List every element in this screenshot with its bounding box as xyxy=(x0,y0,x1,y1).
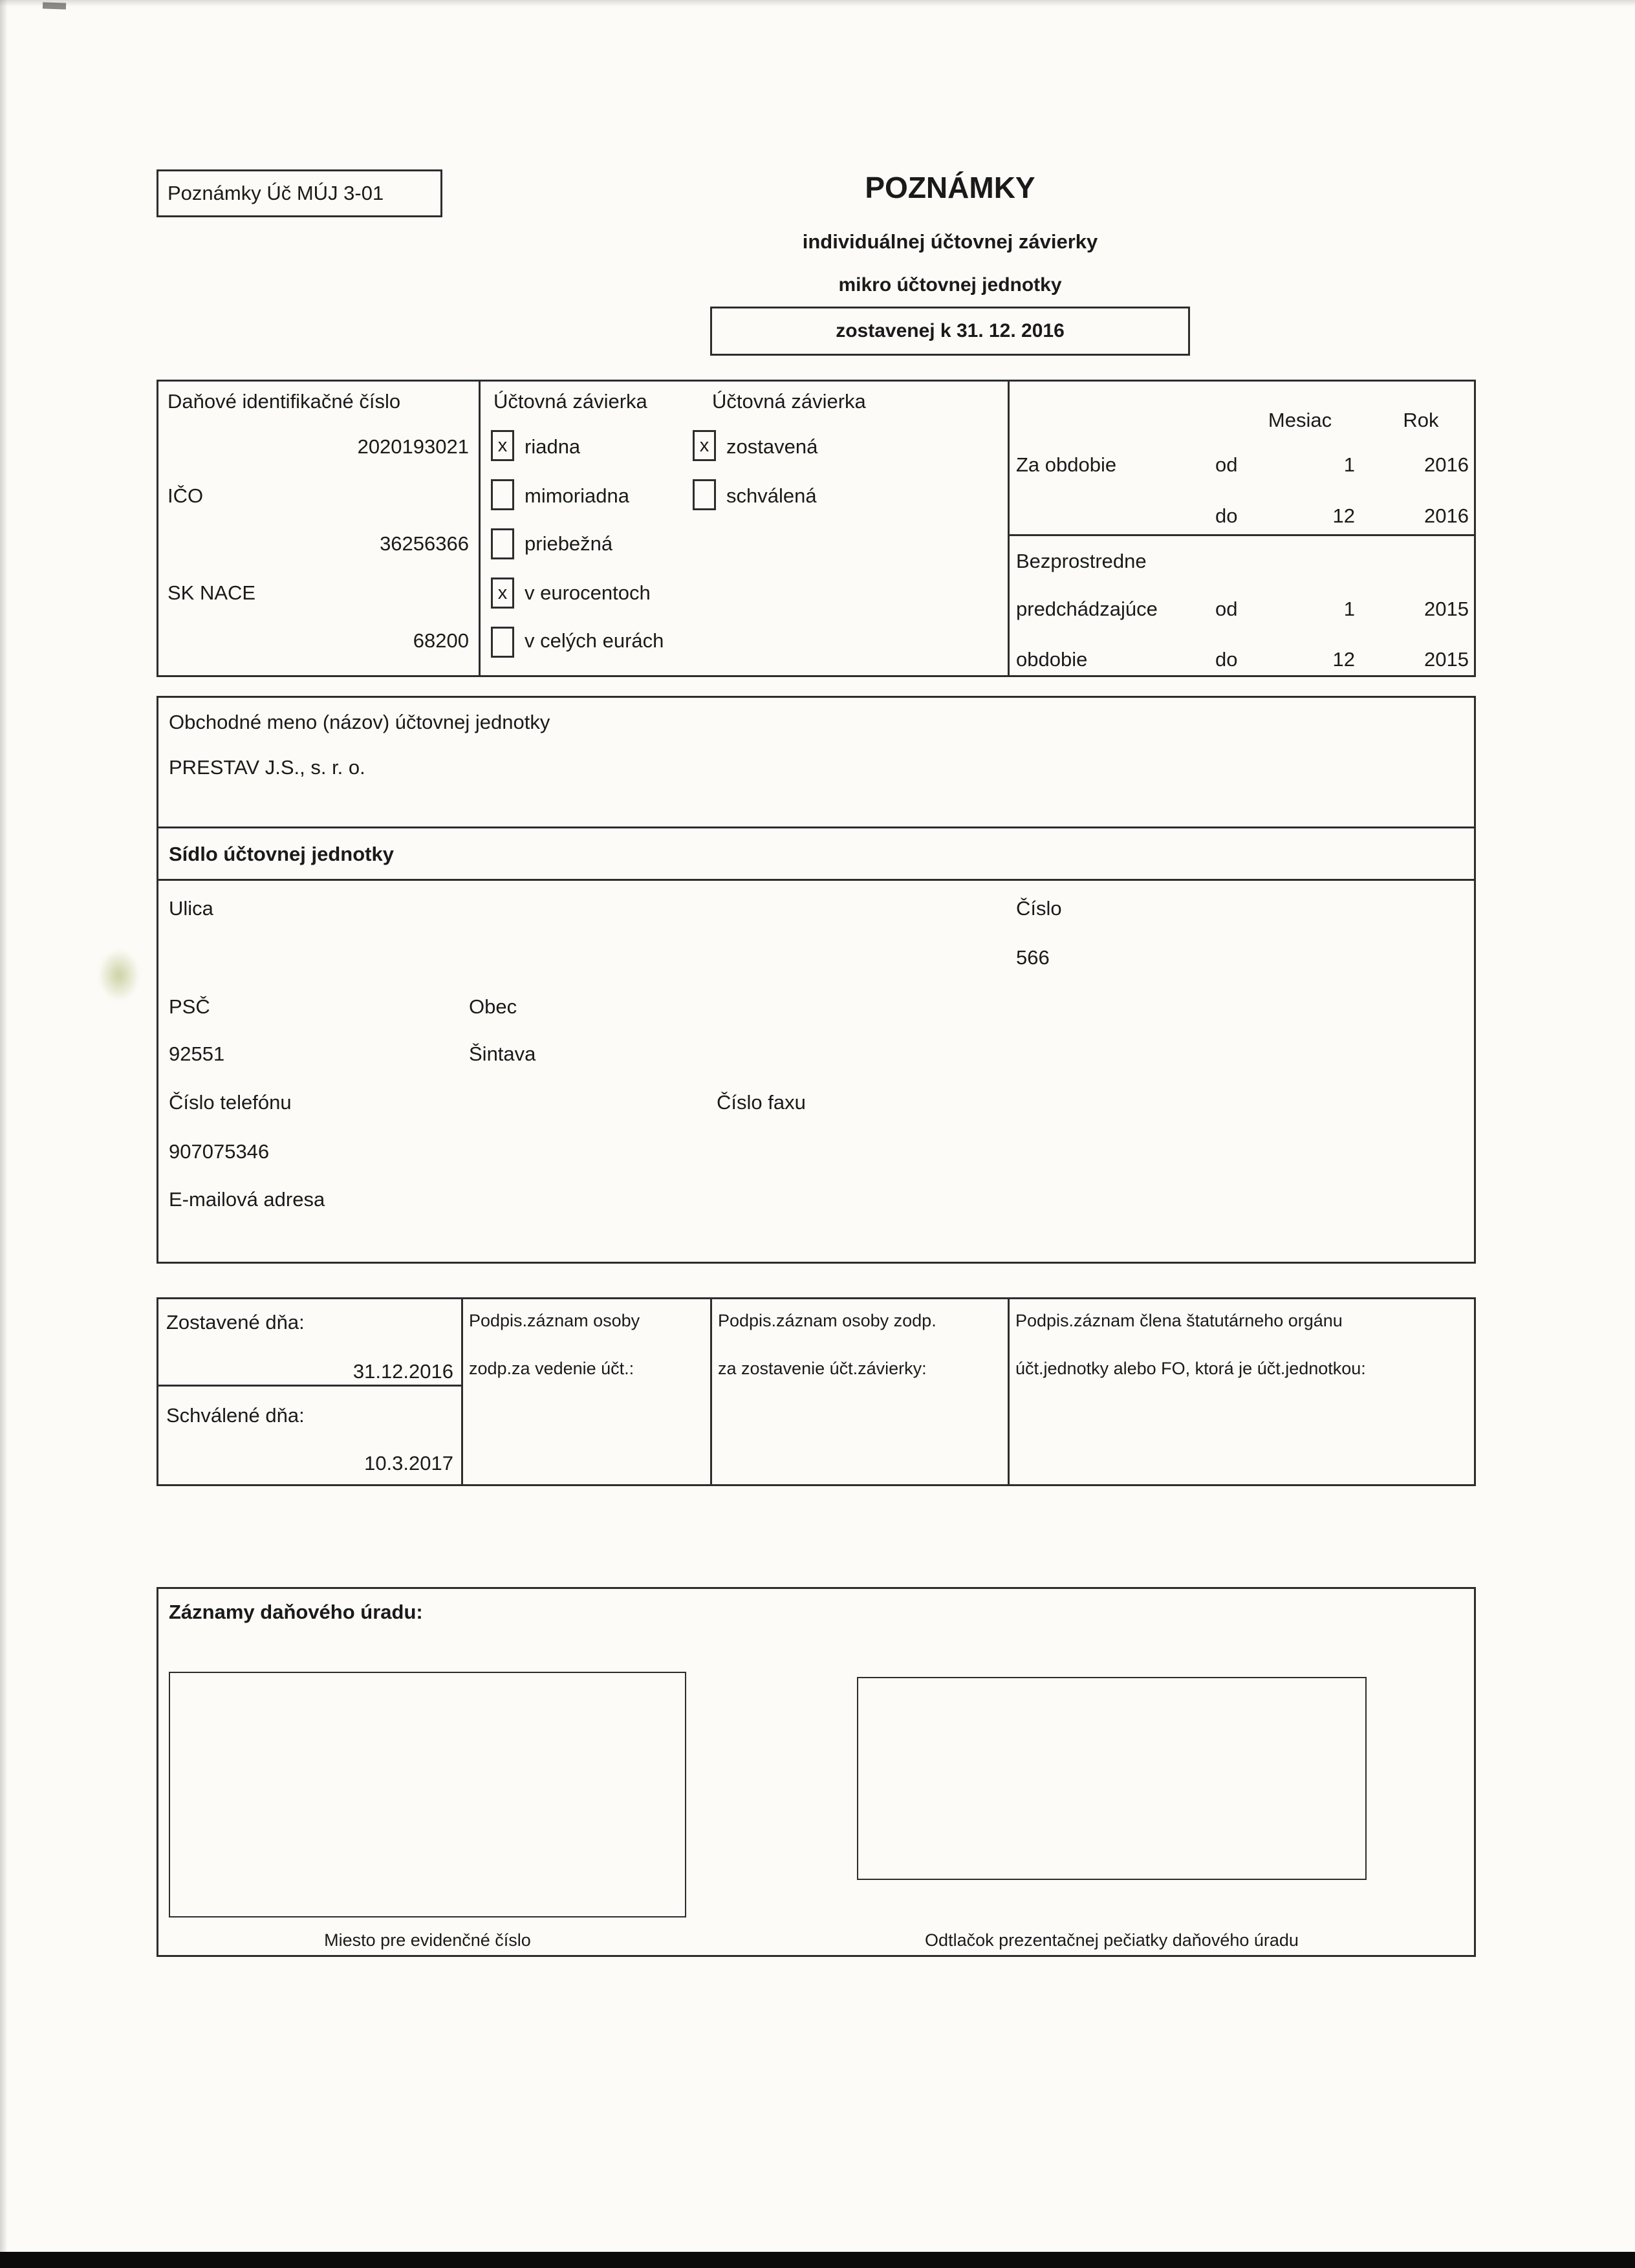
company-divider-2 xyxy=(158,879,1474,881)
checkbox-eurocenty-label: v eurocentoch xyxy=(525,581,651,604)
mesiac-header: Mesiac xyxy=(1268,409,1332,431)
company-box xyxy=(157,696,1476,1264)
current-od-label: od xyxy=(1215,453,1238,476)
table-divider-2 xyxy=(1008,382,1010,675)
scan-edge-left xyxy=(0,0,8,2268)
signature-box xyxy=(157,1297,1476,1486)
obec-value: Šintava xyxy=(469,1042,536,1065)
checkbox-priebezna-label: priebežná xyxy=(525,532,613,555)
checkbox-mimoriadna xyxy=(491,479,514,510)
schvalene-label: Schválené dňa: xyxy=(166,1404,305,1427)
statutar-line1: Podpis.záznam člena štatutárneho orgánu xyxy=(1015,1311,1343,1330)
company-name-value: PRESTAV J.S., s. r. o. xyxy=(169,756,365,779)
previous-od-label: od xyxy=(1215,598,1238,620)
zostavenie-line1: Podpis.záznam osoby zodp. xyxy=(718,1311,937,1330)
stamp-area xyxy=(857,1677,1367,1880)
header-table xyxy=(157,380,1476,677)
signature-divider-1 xyxy=(461,1299,463,1484)
tel-label: Číslo telefónu xyxy=(169,1091,292,1114)
stamp-caption: Odtlačok prezentačnej pečiatky daňového úradu xyxy=(925,1930,1299,1950)
checkbox-zostavena-label: zostavená xyxy=(726,435,818,458)
previous-label-line2: predchádzajúce xyxy=(1016,598,1158,620)
previous-od-year: 2015 xyxy=(1424,598,1469,620)
scan-artifact-smudge xyxy=(98,949,140,1001)
table-divider-1 xyxy=(479,382,481,675)
zostavenie-line2: za zostavenie účt.závierky: xyxy=(718,1359,927,1378)
checkbox-schvalena-label: schválená xyxy=(726,484,817,507)
current-od-month: 1 xyxy=(1343,453,1355,476)
cislo-value: 566 xyxy=(1016,946,1050,969)
fax-label: Číslo faxu xyxy=(717,1091,806,1114)
tel-value: 907075346 xyxy=(169,1140,270,1163)
ico-value: 36256366 xyxy=(380,532,469,555)
form-code-box: Poznámky Úč MÚJ 3-01 xyxy=(157,169,442,217)
zavierka-col1-header: Účtovná závierka xyxy=(493,390,647,413)
vedenie-line2: zodp.za vedenie účt.: xyxy=(469,1359,634,1378)
ico-label: IČO xyxy=(168,484,204,507)
previous-od-month: 1 xyxy=(1343,598,1355,620)
compiled-date-box: zostavenej k 31. 12. 2016 xyxy=(710,307,1190,356)
sknace-value: 68200 xyxy=(413,629,469,652)
psc-label: PSČ xyxy=(169,995,210,1018)
previous-do-month: 12 xyxy=(1332,648,1355,671)
current-do-year: 2016 xyxy=(1424,504,1469,527)
checkbox-riadna-label: riadna xyxy=(525,435,581,458)
checkbox-cele-eura-label: v celých eurách xyxy=(525,629,664,652)
psc-value: 92551 xyxy=(169,1042,225,1065)
signature-divider-2 xyxy=(710,1299,712,1484)
current-do-month: 12 xyxy=(1332,504,1355,527)
checkbox-schvalena xyxy=(693,479,716,510)
scan-edge-bottom xyxy=(0,2252,1635,2268)
signature-divider-3 xyxy=(1008,1299,1010,1484)
ulica-label: Ulica xyxy=(169,897,213,920)
vedenie-line1: Podpis.záznam osoby xyxy=(469,1311,640,1330)
scan-artifact-speck xyxy=(43,2,66,9)
page-title: POZNÁMKY xyxy=(865,171,1035,204)
scan-edge-top xyxy=(0,0,1635,6)
rok-header: Rok xyxy=(1403,409,1439,431)
period-divider xyxy=(1008,534,1474,536)
cislo-label: Číslo xyxy=(1016,897,1062,920)
evidence-number-area xyxy=(169,1672,686,1917)
zavierka-col2-header: Účtovná závierka xyxy=(712,390,866,413)
checkbox-eurocenty: x xyxy=(491,578,514,609)
signature-col1-divider xyxy=(158,1385,461,1387)
checkbox-priebezna xyxy=(491,528,514,559)
zostavene-label: Zostavené dňa: xyxy=(166,1311,305,1334)
previous-label-line1: Bezprostredne xyxy=(1016,550,1147,572)
evidence-number-caption: Miesto pre evidenčné číslo xyxy=(324,1930,531,1950)
dic-value: 2020193021 xyxy=(357,435,469,458)
za-obdobie-label: Za obdobie xyxy=(1016,453,1117,476)
checkbox-zostavena: x xyxy=(693,430,716,461)
email-label: E-mailová adresa xyxy=(169,1188,325,1211)
obec-label: Obec xyxy=(469,995,517,1018)
dic-label: Daňové identifikačné číslo xyxy=(168,390,401,413)
sknace-label: SK NACE xyxy=(168,581,256,604)
tax-office-box xyxy=(157,1587,1476,1957)
previous-do-year: 2015 xyxy=(1424,648,1469,671)
statutar-line2: účt.jednotky alebo FO, ktorá je účt.jednotkou: xyxy=(1015,1359,1366,1378)
form-subtitle-2: mikro účtovnej jednotky xyxy=(838,274,1062,296)
form-subtitle-1: individuálnej účtovnej závierky xyxy=(802,230,1098,253)
zostavene-value: 31.12.2016 xyxy=(352,1360,453,1383)
tax-office-label: Záznamy daňového úradu: xyxy=(169,1601,423,1623)
checkbox-riadna: x xyxy=(491,430,514,461)
schvalene-value: 10.3.2017 xyxy=(364,1452,453,1474)
previous-do-label: do xyxy=(1215,648,1238,671)
checkbox-mimoriadna-label: mimoriadna xyxy=(525,484,629,507)
sidlo-header: Sídlo účtovnej jednotky xyxy=(169,843,394,865)
company-name-label: Obchodné meno (názov) účtovnej jednotky xyxy=(169,711,550,733)
company-divider-1 xyxy=(158,826,1474,828)
previous-label-line3: obdobie xyxy=(1016,648,1088,671)
current-do-label: do xyxy=(1215,504,1238,527)
current-od-year: 2016 xyxy=(1424,453,1469,476)
checkbox-cele-eura xyxy=(491,627,514,658)
